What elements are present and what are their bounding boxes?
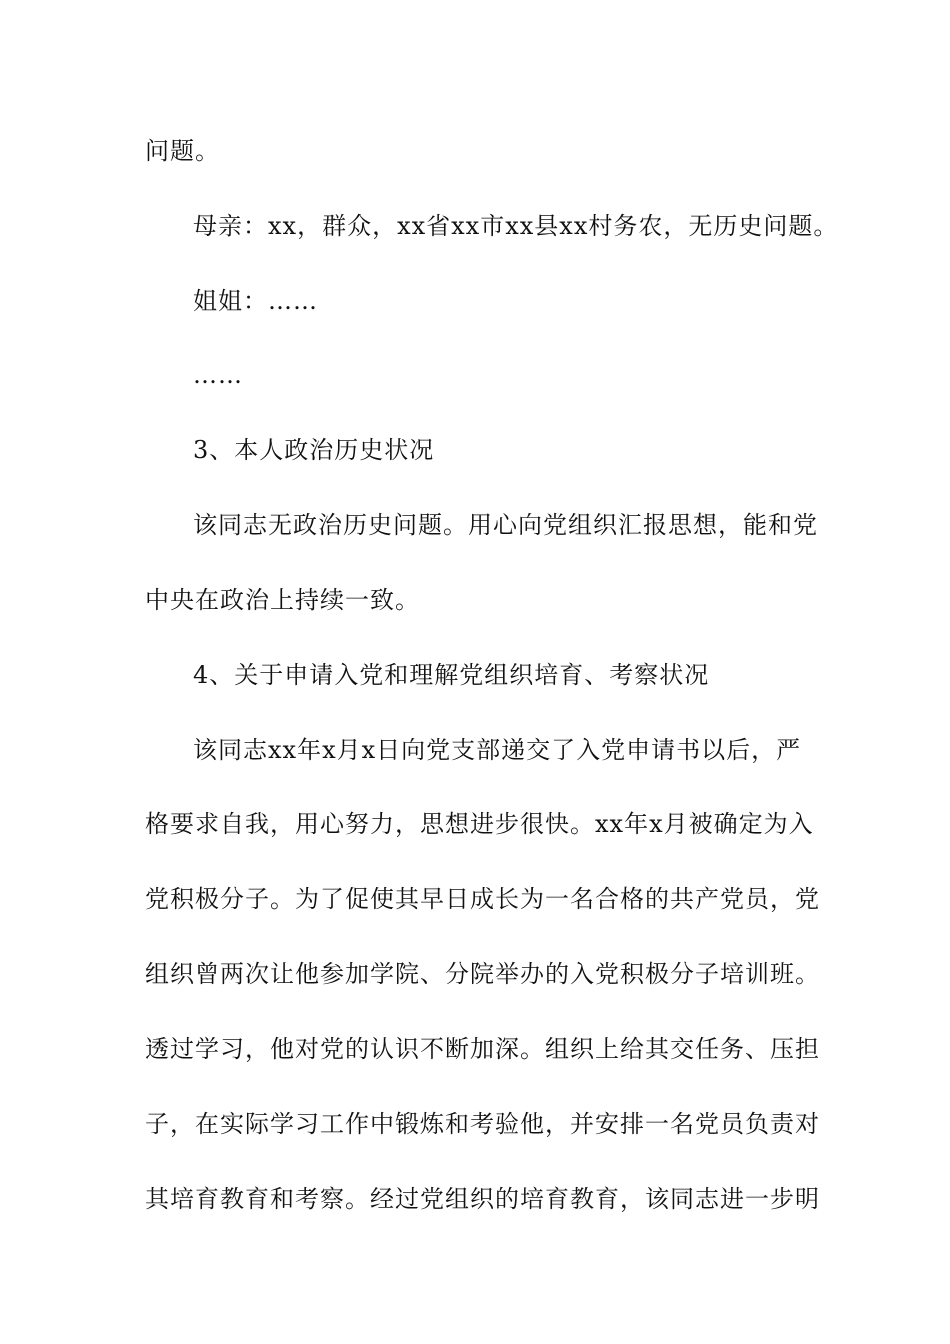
text-line-15: 其培育教育和考察。经过党组织的培育教育，该同志进一步明 — [145, 1185, 820, 1213]
text-line-6: 该同志无政治历史问题。用心向党组织汇报思想，能和党 — [193, 511, 818, 539]
text-line-9: 该同志xx年x月x日向党支部递交了入党申请书以后，严 — [193, 736, 802, 764]
text-line-11: 党积极分子。为了促使其早日成长为一名合格的共产党员，党 — [145, 885, 820, 913]
section-heading-4: 4、关于申请入党和理解党组织培育、考察状况 — [193, 661, 710, 689]
section-heading-3: 3、本人政治历史状况 — [193, 436, 435, 464]
text-line-13: 透过学习，他对党的认识不断加深。组织上给其交任务、压担 — [145, 1035, 820, 1063]
text-line-3: 姐姐：…… — [193, 287, 318, 315]
text-line-4: …… — [193, 361, 243, 389]
text-line-12: 组织曾两次让他参加学院、分院举办的入党积极分子培训班。 — [145, 960, 820, 988]
text-line-14: 子，在实际学习工作中锻炼和考验他，并安排一名党员负责对 — [145, 1110, 820, 1138]
text-line-10: 格要求自我，用心努力，思想进步很快。xx年x月被确定为入 — [145, 810, 814, 838]
text-line-1: 问题。 — [145, 137, 220, 165]
text-line-7: 中央在政治上持续一致。 — [145, 586, 420, 614]
text-line-2: 母亲：xx，群众，xx省xx市xx县xx村务农，无历史问题。 — [193, 212, 839, 240]
